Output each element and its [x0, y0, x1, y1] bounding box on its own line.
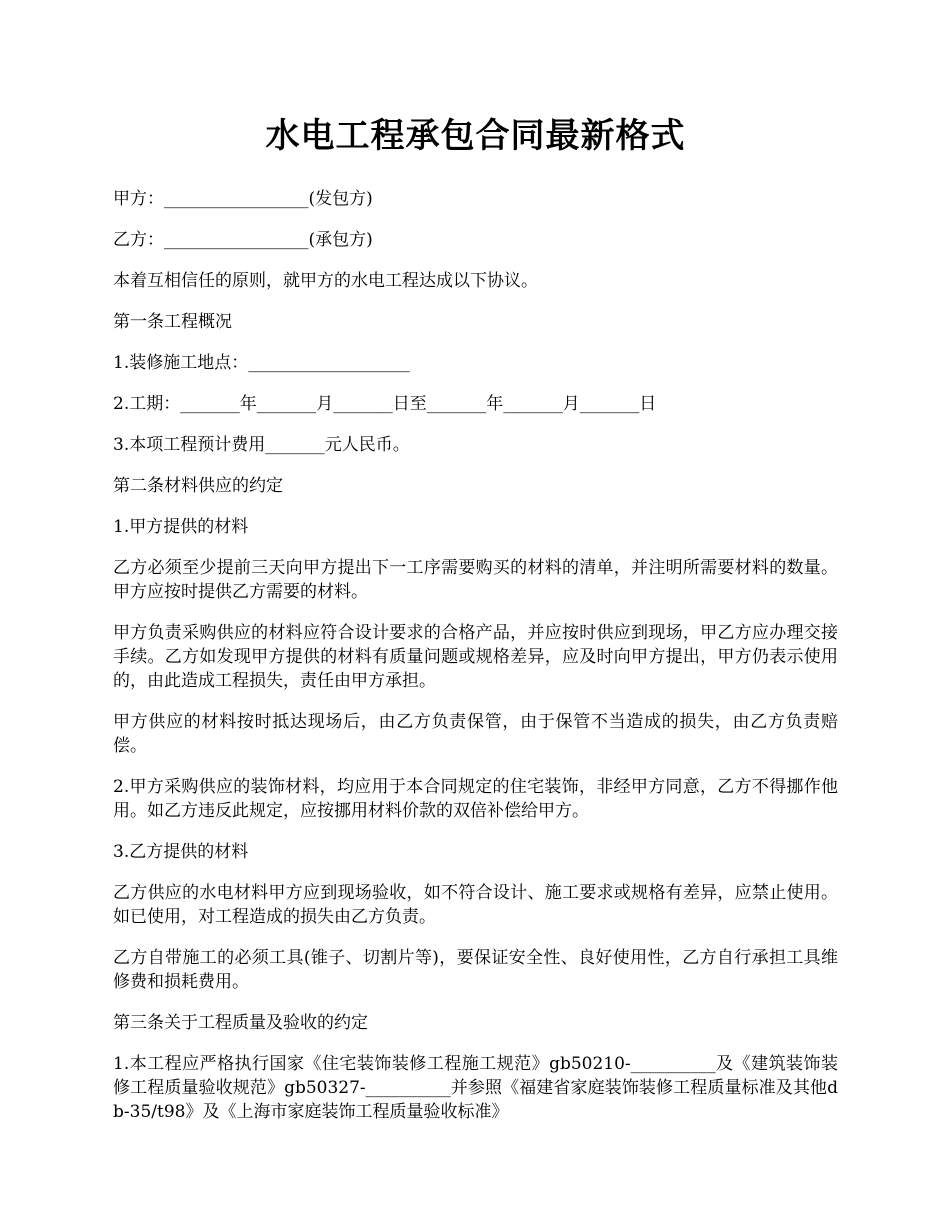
party-a-line: 甲方：_________________(发包方) — [113, 189, 373, 209]
clause: 甲方供应的材料按时抵达现场后，由乙方负责保管，由于保管不当造成的损失，由乙方负责赔偿。 — [113, 712, 838, 756]
clause: 3.乙方提供的材料 — [113, 842, 249, 862]
section-heading: 第二条材料供应的约定 — [113, 476, 283, 496]
document-body — [113, 187, 838, 1124]
preamble: 本着互相信任的原则，就甲方的水电工程达成以下协议。 — [113, 271, 538, 291]
section-heading: 第三条关于工程质量及验收的约定 — [113, 1013, 368, 1033]
clause: 3.本项工程预计费用_______元人民币。 — [113, 435, 410, 455]
clause: 2.工期：_______年_______月_______日至_______年_______月_______日 — [113, 394, 657, 414]
clause: 1.装修施工地点：___________________ — [113, 353, 410, 373]
document-title: 水电工程承包合同最新格式 — [265, 116, 686, 156]
clause: 甲方负责采购供应的材料应符合设计要求的合格产品，并应按时供应到现场，甲乙方应办理交接手续。乙方如发现甲方提供的材料有质量问题或规格差异，应及时向甲方提出，甲方仍表示使用的，由此造成工程损失，责任由甲方承担。 — [113, 623, 838, 691]
clause: 乙方供应的水电材料甲方应到现场验收，如不符合设计、施工要求或规格有差异，应禁止使用。如已使用，对工程造成的损失由乙方负责。 — [113, 883, 838, 927]
clause: 1.甲方提供的材料 — [113, 517, 249, 537]
clause: 2.甲方采购供应的装饰材料，均应用于本合同规定的住宅装饰，非经甲方同意，乙方不得挪作他用。如乙方违反此规定，应按挪用材料价款的双倍补偿给甲方。 — [113, 777, 838, 821]
clause: 乙方必须至少提前三天向甲方提出下一工序需要购买的材料的清单，并注明所需要材料的数量。甲方应按时提供乙方需要的材料。 — [113, 558, 838, 602]
party-b-line: 乙方：_________________(承包方) — [113, 230, 373, 250]
clause: 乙方自带施工的必须工具(锥子、切割片等)，要保证安全性、良好使用性，乙方自行承担工具维修费和损耗费用。 — [113, 948, 838, 992]
clause: 1.本工程应严格执行国家《住宅装饰装修工程施工规范》gb50210-__________及《建筑装饰装修工程质量验收规范》gb50327-__________并参照《福建省家庭装饰装修工程质量标准及其他db-35/t98》及《上海市家庭装饰工程质量验收标准》 — [113, 1054, 838, 1122]
section-heading: 第一条工程概况 — [113, 312, 232, 332]
